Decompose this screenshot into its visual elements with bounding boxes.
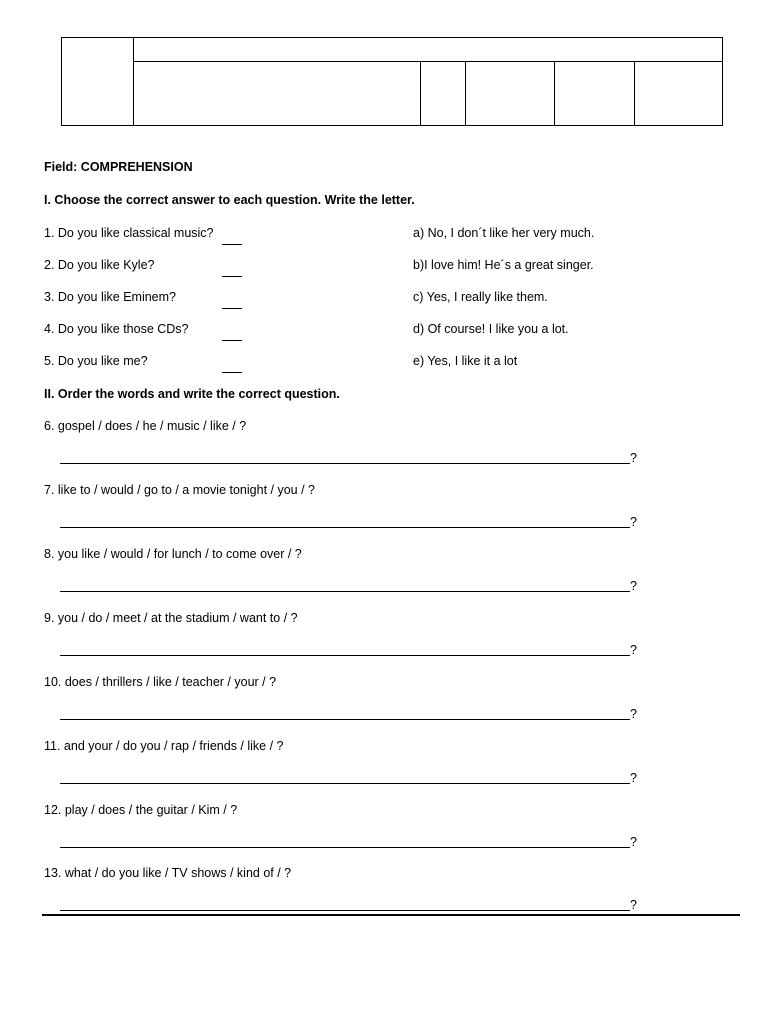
question-4: 4. Do you like those CDs?	[44, 322, 189, 336]
order-item-13: 13. what / do you like / TV shows / kind of / ?	[44, 866, 292, 880]
answer-a: a) No, I don´t like her very much.	[413, 226, 595, 240]
question-5: 5. Do you like me?	[44, 354, 148, 368]
section-1-title: I. Choose the correct answer to each question. Write the letter.	[44, 193, 415, 207]
field-label: Field: COMPREHENSION	[44, 160, 193, 174]
question-1: 1. Do you like classical music?	[44, 226, 214, 240]
question-mark: ?	[630, 771, 637, 785]
section-2-title: II. Order the words and write the correct question.	[44, 387, 340, 401]
write-line-9[interactable]	[60, 655, 630, 656]
question-mark: ?	[630, 515, 637, 529]
answer-blank-4[interactable]	[222, 323, 242, 341]
question-mark: ?	[630, 707, 637, 721]
question-mark: ?	[630, 835, 637, 849]
order-item-7: 7. like to / would / go to / a movie tonight / you / ?	[44, 483, 315, 497]
answer-e: e) Yes, I like it a lot	[413, 354, 518, 368]
write-line-12[interactable]	[60, 847, 630, 848]
write-line-7[interactable]	[60, 527, 630, 528]
answer-b: b)I love him! He´s a great singer.	[413, 258, 594, 272]
answer-blank-1[interactable]	[222, 227, 242, 245]
write-line-10[interactable]	[60, 719, 630, 720]
question-mark: ?	[630, 643, 637, 657]
order-item-11: 11. and your / do you / rap / friends / like / ?	[44, 739, 284, 753]
question-mark: ?	[630, 898, 637, 912]
header-divider	[420, 61, 421, 125]
question-2: 2. Do you like Kyle?	[44, 258, 155, 272]
header-divider	[465, 61, 466, 125]
write-line-13[interactable]	[60, 910, 630, 911]
order-item-9: 9. you / do / meet / at the stadium / want to / ?	[44, 611, 298, 625]
header-divider	[634, 61, 635, 125]
question-mark: ?	[630, 451, 637, 465]
question-3: 3. Do you like Eminem?	[44, 290, 177, 304]
header-divider	[554, 61, 555, 125]
order-item-6: 6. gospel / does / he / music / like / ?	[44, 419, 247, 433]
write-line-6[interactable]	[60, 463, 630, 464]
answer-blank-3[interactable]	[222, 291, 242, 309]
order-item-8: 8. you like / would / for lunch / to come over / ?	[44, 547, 302, 561]
footer-rule	[42, 914, 740, 916]
header-table	[61, 37, 723, 126]
write-line-8[interactable]	[60, 591, 630, 592]
order-item-10: 10. does / thrillers / like / teacher / your / ?	[44, 675, 277, 689]
answer-blank-5[interactable]	[222, 355, 242, 373]
header-divider	[133, 38, 134, 125]
write-line-11[interactable]	[60, 783, 630, 784]
answer-d: d) Of course! I like you a lot.	[413, 322, 569, 336]
answer-c: c) Yes, I really like them.	[413, 290, 548, 304]
question-mark: ?	[630, 579, 637, 593]
answer-blank-2[interactable]	[222, 259, 242, 277]
order-item-12: 12. play / does / the guitar / Kim / ?	[44, 803, 238, 817]
